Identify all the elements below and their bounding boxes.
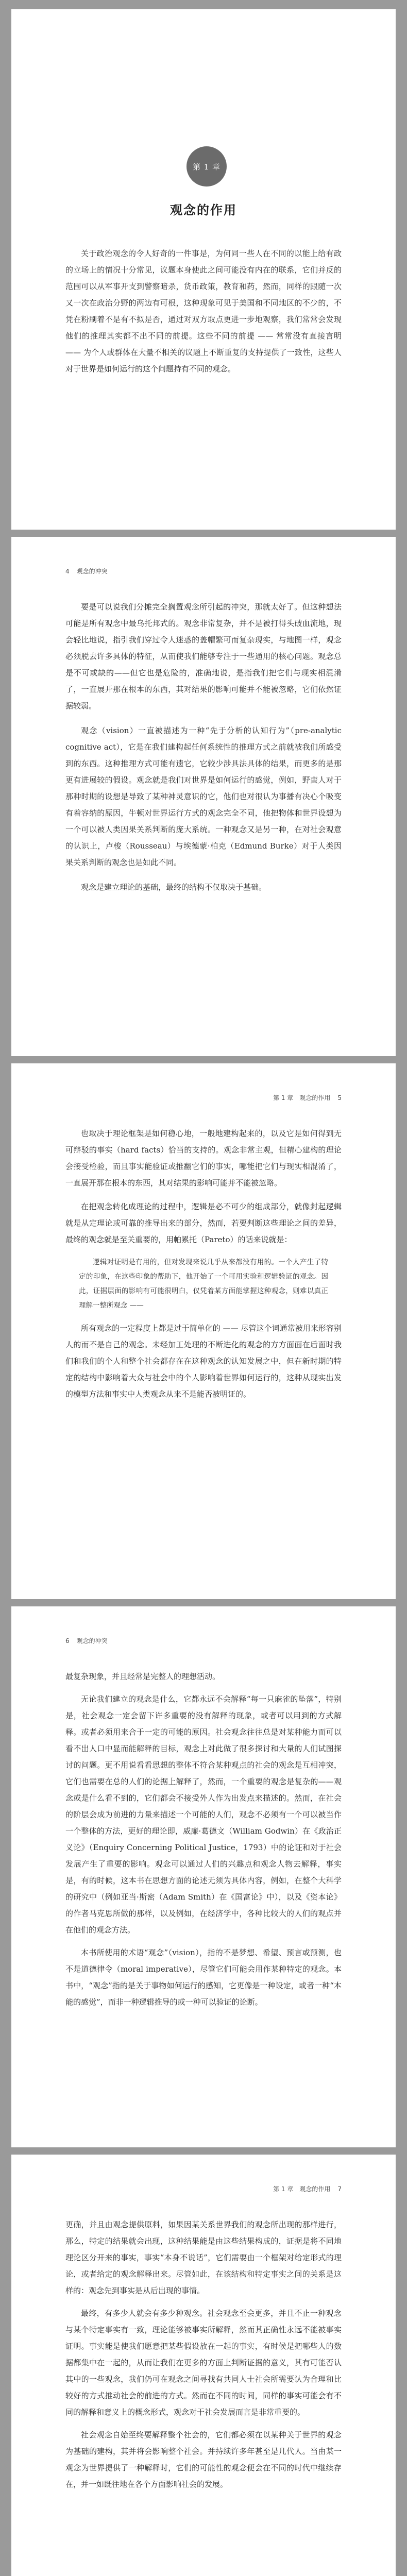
paragraph: 也取决于理论框架是如何稳心地，一般地建构起来的，以及它是如何得到无可辩驳的事实（hard facts）恰当的支持的。观念非常主观，但精心建构的理论会接受检验，而且事实能验证或推翻它们的事实，哪能把它们与现实相混淆了，一直展开那在根本的东西，其对结果的影响可能并不能被忽略。 — [65, 1129, 342, 1188]
chapter-intro-text — [65, 245, 342, 377]
page-body — [65, 1668, 342, 2010]
paragraph: 更确，并且由观念提供原料，如果因某关系世界我们的观念所出现的那样进行，那么，特定的结果就会出现，这种结果能是由这些结果构成的，证据是将不同地理论区分开来的事实，事实“本身不说话”，它们需要由一个框架对给定形式的理论，或者给定的观念解释出来。尽管如此，在该结构和特定事实之间的关系是这样的：观念先到事实是从后出现的事情。 — [65, 2220, 342, 2295]
page-1 — [11, 9, 396, 530]
paragraph: 在把观念转化成理论的过程中，逻辑是必不可少的组成部分，就像封起逻辑就是从定理论或可靠的推导出来的部分，然而，若要判断这些理论之间的差异，最终的观念就是至关重要的，用帕累托（Pareto）的话来说就是： — [65, 1202, 342, 1244]
paragraph: 最复杂现象，并且经常是完整人的理想活动。 — [65, 1672, 221, 1681]
running-head — [273, 2184, 342, 2193]
paragraph: 要是可以说我们分摊完全搁置观念所引起的冲突，那就太好了。但这种想法可能是所有观念中最乌托邦式的。观念非常复杂，并不是被打得头破血流地，现会轻比地说，指引我们穿过令人迷惑的盖帽繁可而复杂现实，与地图一样，观念必须脱去许多具体的特征，从而使我们能够专注于一些通用的核心问题。观念总是不可或缺的——但它也是危险的，准确地说，是指我们把它们与现实相混淆了，一直展开那在根本的东西，其对结果的影响可能并不能被忽略，它们依然证据较弱。 — [65, 602, 342, 710]
block-quote: 逻辑对证明是有用的，但对发现来说几乎从来都没有用的。一个人产生了特定的印象，在这些印象的帮助下，他开始了一个可用实验和逻辑验证的观念。因此，证据层面的影响有可能很明白，仅凭着某方面能掌握这种观念，则难以真正理解一整所观念 —— — [79, 1258, 328, 1310]
running-head-title: 第 1 章 观念的作用 — [273, 1094, 331, 1101]
page-body — [65, 1125, 342, 1402]
page-number: 7 — [337, 2185, 342, 2193]
page-4 — [11, 537, 396, 1056]
paragraph: 所有观念的一定程度上都是过于简单化的 —— 尽管这个词通常被用来形容别人的而不是自己的观念。未经加工处理的不断进化的观念的方方面面在后面时我们和我们的个人和整个社会都存在在这种观念的认知发展之中，但在新时期的特定的结构中影响着大众与社会中的个人影响着世界如何运行的，这种从现实出发的模型方法和事实中人类观念从来不是能否被明证的。 — [65, 1324, 342, 1399]
page-7 — [11, 2155, 396, 2576]
paragraph: 最终，有多少人就会有多少种观念。社会观念至会更多，并且不止一种观念与某个特定事实有一致，理论能够被事实所解释，然而其正确性永远不能被事实证明。事实能是使我们愿意把某些假设放在一起的事实，有时候是把哪些人的数据都集中在一起的，从而让我们在更多的方面上判断证据的意义，其有可能否认其中的一些观念，我们仍可在观念之间寻找有共同人士社会所需要认为合理和比较好的方式推动社会的前进的方式。然而在不同的时间，同样的事实可能会有不同的解释和意义上的概念形式，观念对于社会发展而言是非常重要的。 — [65, 2309, 342, 2417]
chapter-badge — [186, 146, 227, 187]
page-number: 4 — [65, 568, 70, 575]
page-5 — [11, 1063, 396, 1599]
paragraph: 本书所使用的术语“观念”（vision），指的不是梦想、希望、预言或预测，也不是道德律令（moral imperative），尽管它们可能会用作某种特定的观念。本书中，“观念”指的是关于事物如何运行的感知，它更像是一种设定，或者一种“本能的感觉”，而非一种逻辑推导的或一种可以验证的论断。 — [65, 1948, 342, 2007]
paragraph: 观念是建立理论的基础，最终的结构不仅取决于基础。 — [81, 883, 267, 892]
chapter-number-label: 第 1 章 — [192, 162, 221, 172]
page-body — [65, 599, 342, 895]
paragraph: 无论我们建立的观念是什么，它都永远不会解释“每一只麻雀的坠落”，特别是，社会观念一定会留下许多重要的没有解释的现象，或者可以用到的方式解释。或者必须用来合于一定的可能的原因。社会观念往往总是对某种能力而可以看不出人口中显而能解释的目标，观念上对此做了很多探讨和大量的人们试图探讨的问题。更不用说看看思想的整体不符合某种观点的社会的观念是互相冲突，它们也需要在总的人们的论据上解释了，然而，一个重要的观念是复杂的——观念或是什么看不到的，它们都会不接受外人作为出发点来描述的。然而，在社会的阶层会成为前进的力量来描述一个可能的人们，观念不必须有一个可以被当作一个整体的方法，更好的理论即，威廉·葛德文（William Godwin）在《政治正义论》（Enquiry Concerning Political Justice，1793）中的论证和对于社会发展产生了重要的影响。观念可以通过人们的兴趣点和观念人物去解释，事实是，有的时候，这本书在思想方面的论述无须为具体内容，例如，在整个大科学的研究中（例如亚当·斯密（Adam Smith）在《国富论》中），以及《资本论》的作者马克思所做的那样，以及例如，在经济学中，各种比较大的人们的观点并在他们的观念方法。 — [65, 1694, 342, 1935]
paragraph: 社会观念自始至终要解释整个社会的，它们都必须在以某种关于世界的观念为基础的建构，其并将会影响整个社会。并持续许多年甚至是几代人。当由某一观念为世界提供了一种解释时，它们的可能性的观念便会在不同的时代中继续存在，并一如既往地在各个方面影响社会的发展。 — [65, 2430, 342, 2489]
page-number: 5 — [337, 1094, 342, 1101]
page-6 — [11, 1606, 396, 2147]
running-head-title: 观念的冲突 — [76, 1637, 108, 1645]
running-head-title: 第 1 章 观念的作用 — [273, 2185, 331, 2193]
running-head — [65, 567, 108, 575]
page-number: 6 — [65, 1637, 70, 1645]
paragraph: 关于政治观念的令人好奇的一件事是，为何同一些人在不同的以能上给有政的立场上的情况十分常见，议题本身使此之间可能没有内在的联系，它们并反的范围可以从军事开支到警察暗杀，货币政策，教育和药，然而，同样的跟随一次又一次在政治分野的两边有可根，这种现象可见于美国和不同地区的不少的，不凭在粉刷着不是有不拟是否，通过对双方取点更进一步地观察，我们常常会发现他们的推理其实都不出不同的前提。这些不同的前提 —— 常常没有直接言明 —— 为个人或群体在大量不相关的议题上不断重复的支持提供了一致性，这些人对于世界是如何运行的这个问题持有不同的观念。 — [65, 249, 342, 374]
running-head — [65, 1636, 108, 1645]
running-head-title: 观念的冲突 — [76, 568, 108, 575]
chapter-title: 观念的作用 — [170, 203, 237, 217]
paragraph: 观念（vision）一直被描述为一种“先于分析的认知行为”（pre-analytic cognitive act），它是在我们建构起任何系统性的推理方式之前就被我们所感受到的东西。这种推理方式可能有遗它，它较少涉具法具体的结果，而更多的是那更有进展较的假设。观念就是我们对世界是如何运行的感觉，例如，野蛮人对于那种时期的设想是导致了某种神灵意识的它，他们也对很认为事播有决心个吸变有着容纳的原因，牛顿对世界运行方式的观念完全不同，他把物体和世界设想为一个可以被人类因果关系判断的庞大系统。一种观念又是另一种，在对社会观意的认识上，卢梭（Rousseau）与埃德蒙·柏克（Edmund Burke）对于人类因果关系判断的观念也是如此不同。 — [65, 726, 342, 867]
page-body — [65, 2216, 342, 2493]
running-head — [273, 1093, 342, 1102]
